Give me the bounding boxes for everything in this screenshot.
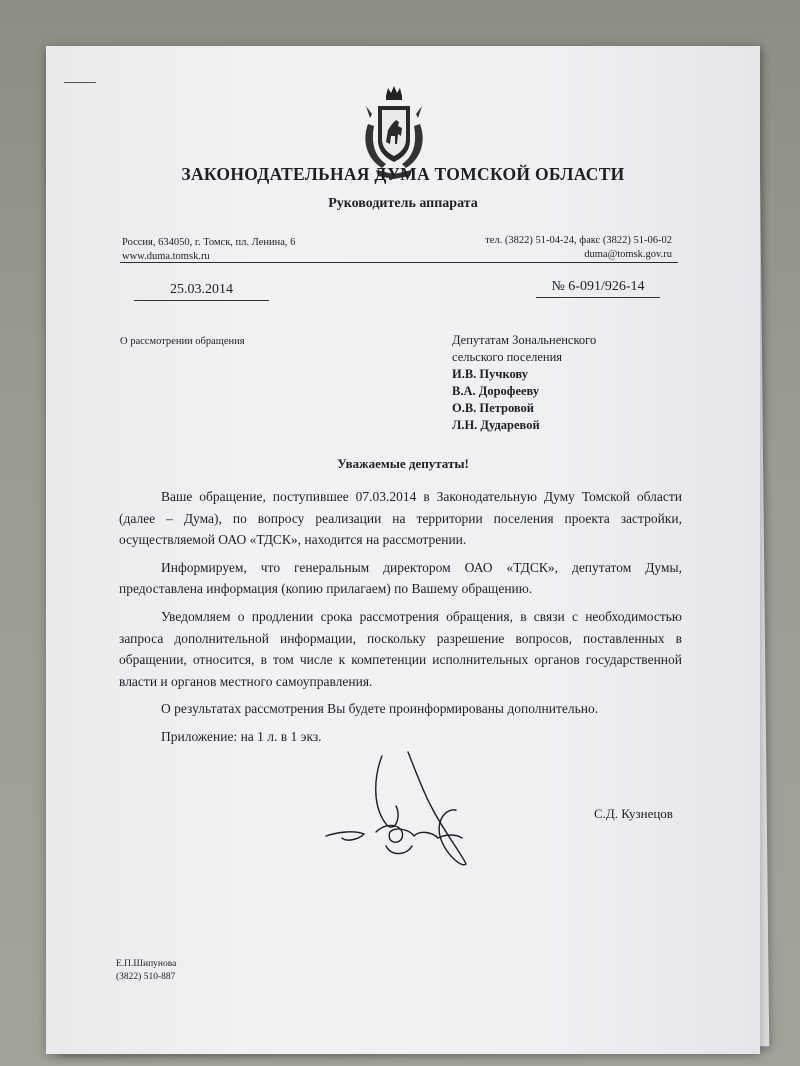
website-link: www.duma.tomsk.ru <box>122 251 210 262</box>
body-paragraph: О результатах рассмотрения Вы будете проинформированы дополнительно. <box>161 701 599 717</box>
subject-line: О рассмотрении обращения <box>120 336 245 347</box>
letter-body <box>119 486 682 754</box>
executor-block <box>116 958 176 984</box>
document-number: № 6-091/926-14 <box>536 279 660 298</box>
addressee-name: О.В. Петровой <box>452 401 535 415</box>
signer-name: С.Д. Кузнецов <box>594 806 673 821</box>
addressee-block <box>452 332 596 434</box>
organization-title: ЗАКОНОДАТЕЛЬНАЯ ДУМА ТОМСКОЙ ОБЛАСТИ <box>181 164 625 184</box>
body-paragraph: Информируем, что генеральным директором ОАО «ТДСК», депутатом Думы, предоставлена информация (копию прилагаем) по Вашему обращению. <box>119 559 682 597</box>
executor-name: Е.П.Шипунова <box>116 959 177 969</box>
body-paragraph: Ваше обращение, поступившее 07.03.2014 в Законодательную Думу Томской области (далее – Дума), по вопросу реализации на территории поселения проекта застройки, осуществляемой ОАО «ТДСК», находится на рассмотрении. <box>119 489 682 548</box>
handwritten-signature <box>316 746 516 876</box>
fold-mark <box>64 82 96 83</box>
salutation: Уважаемые депутаты! <box>337 456 469 471</box>
postal-address-block <box>122 236 295 264</box>
letter-page <box>46 46 760 1054</box>
document-date: 25.03.2014 <box>134 282 269 301</box>
phone-fax: тел. (3822) 51-04-24, факс (3822) 51-06-02 <box>485 235 672 246</box>
executor-phone: (3822) 510-887 <box>116 972 176 982</box>
addressee-name: Л.Н. Дударевой <box>452 418 540 432</box>
email-address: duma@tomsk.gov.ru <box>584 249 672 260</box>
contacts-block <box>485 234 672 262</box>
department-title: Руководитель аппарата <box>328 196 478 211</box>
addressee-name: В.А. Дорофееву <box>452 384 540 398</box>
addressee-name: И.В. Пучкову <box>452 367 529 381</box>
header-divider <box>120 262 678 263</box>
addressee-line: сельского поселения <box>452 350 563 364</box>
attachment-note: Приложение: на 1 л. в 1 экз. <box>161 728 322 744</box>
postal-address: Россия, 634050, г. Томск, пл. Ленина, 6 <box>122 237 296 248</box>
body-paragraph: Уведомляем о продлении срока рассмотрения обращения, в связи с необходимостью запроса дополнительной информации, поскольку разрешение вопросов, поставленных в обращении, относится, в том числе к компетенции исполнительных органов государственной власти и органов местного самоуправления. <box>119 608 682 689</box>
addressee-line: Депутатам Зональненского <box>452 333 597 347</box>
